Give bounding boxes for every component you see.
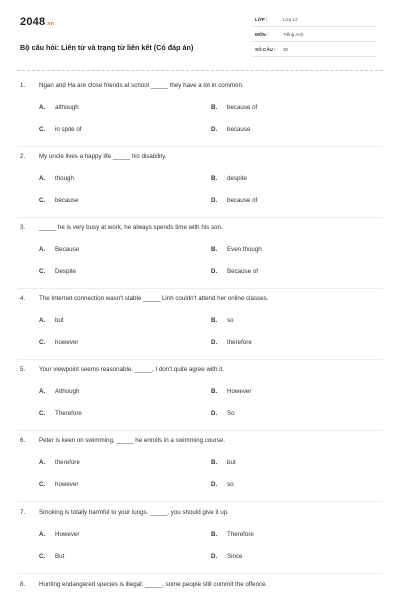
answer-option[interactable] [211,317,234,324]
option-text: However [55,531,80,538]
option-text: Despite [55,268,76,275]
option-text: despite [227,175,247,182]
question-divider [17,501,383,502]
option-text: in spite of [55,126,82,133]
answer-option[interactable] [39,339,78,346]
question-text: Ngan and Ha are close friends at school _____ they have a lot in common. [39,82,244,89]
question-number: 4. [20,295,26,302]
option-letter: D. [211,339,218,346]
question-number: 8. [20,581,26,588]
option-letter: D. [211,410,218,417]
question-item [20,509,380,580]
option-letter: B. [211,531,218,538]
question-number: 5. [20,366,26,373]
option-letter: C. [39,339,46,346]
question-number: 3. [20,224,26,231]
answer-option[interactable] [211,388,251,395]
option-letter: B. [211,388,218,395]
question-text: My uncle lives a happy life _____ his disability. [39,153,167,160]
question-item [20,82,380,153]
meta-value: 30 [283,47,289,52]
option-text: Even though [227,246,262,253]
question-number: 6. [20,437,26,444]
option-text: however [55,339,79,346]
option-letter: B. [211,459,218,466]
option-text: but [55,317,64,324]
question-divider [17,359,383,360]
answer-option[interactable] [39,246,79,253]
option-text: although [55,104,79,111]
logo-suffix: .vn [46,21,55,27]
question-text: Smoking is totally harmful to your lungs. _____, you should give it up. [39,509,229,516]
meta-row-subject [252,29,376,42]
site-logo[interactable] [20,16,54,28]
question-item [20,153,380,224]
meta-row-grade [252,14,376,27]
option-letter: C. [39,126,46,133]
meta-label: LỚP : [255,17,268,22]
option-letter: A. [39,175,46,182]
option-text: But [55,553,65,560]
answer-option[interactable] [211,553,242,560]
answer-option[interactable] [39,197,78,204]
answer-option[interactable] [211,246,262,253]
meta-value: Tiếng Anh [283,32,304,37]
question-text: _____ he is very busy at work, he always spends time with his son. [39,224,223,231]
option-text: because [227,126,251,133]
option-text: because of [227,197,258,204]
answer-option[interactable] [211,339,252,346]
option-letter: D. [211,268,218,275]
answer-option[interactable] [39,410,82,417]
question-divider [17,288,383,289]
option-letter: A. [39,388,46,395]
meta-label: SỐ CÂU : [255,47,276,52]
option-text: Because [55,246,80,253]
option-letter: C. [39,268,46,275]
option-letter: A. [39,459,46,466]
header-divider [17,70,383,71]
option-text: so [227,317,234,324]
question-item [20,581,380,600]
option-letter: A. [39,531,46,538]
option-letter: C. [39,481,46,488]
question-divider [17,217,383,218]
question-item [20,437,380,508]
option-text: Because of [227,268,258,275]
question-text: Hunting endangered species is illegal; _____, some people still commit the offence. [39,581,268,588]
option-text: So [227,410,235,417]
answer-option[interactable] [211,531,254,538]
option-letter: B. [211,246,218,253]
option-letter: A. [39,317,46,324]
question-divider [17,573,383,574]
answer-option[interactable] [211,459,236,466]
question-number: 1. [20,82,26,89]
meta-label: MÔN : [255,32,269,37]
question-item [20,224,380,295]
answer-option[interactable] [39,175,74,182]
option-letter: D. [211,481,218,488]
document-title: Bộ câu hỏi: Liên từ và trạng từ liên kết (Có đáp án) [20,43,194,52]
question-divider [17,430,383,431]
option-letter: C. [39,410,46,417]
answer-option[interactable] [39,459,80,466]
option-letter: C. [39,553,46,560]
question-text: The Internet connection wasn't stable _____ Linh couldn't attend her online classes. [39,295,269,302]
option-letter: C. [39,197,46,204]
question-text: Peter is keen on swimming, _____ he enrolls in a swimming course. [39,437,226,444]
option-letter: A. [39,104,46,111]
answer-option[interactable] [39,388,79,395]
answer-option[interactable] [211,268,258,275]
meta-row-question-count [252,44,376,57]
answer-option[interactable] [211,126,250,133]
option-letter: B. [211,104,218,111]
option-text: therefore [55,459,80,466]
option-letter: D. [211,553,218,560]
answer-option[interactable] [211,104,257,111]
question-number: 7. [20,509,26,516]
option-text: because [55,197,79,204]
answer-option[interactable] [39,531,79,538]
answer-option[interactable] [39,268,76,275]
option-text: Therefore [55,410,82,417]
option-text: so [227,481,234,488]
question-item [20,295,380,366]
option-letter: D. [211,197,218,204]
option-text: because of [227,104,258,111]
option-letter: B. [211,175,218,182]
option-text: Since [227,553,243,560]
logo-text: 2048 [20,16,46,28]
option-text: but [227,459,236,466]
question-item [20,366,380,437]
option-text: however [55,481,79,488]
answer-option[interactable] [39,104,79,111]
option-text: Although [55,388,80,395]
answer-option[interactable] [211,481,234,488]
option-text: therefore [227,339,252,346]
answer-option[interactable] [39,481,78,488]
question-text: Your viewpoint seems reasonable. _____, I don't quite agree with it. [39,366,224,373]
answer-option[interactable] [39,553,64,560]
answer-option[interactable] [211,410,235,417]
meta-value: Lớp 12 [283,17,298,22]
question-number: 2. [20,153,26,160]
answer-option[interactable] [211,197,257,204]
option-text: Therefore [227,531,254,538]
option-text: However [227,388,252,395]
answer-option[interactable] [39,126,81,133]
option-letter: A. [39,246,46,253]
option-letter: D. [211,126,218,133]
answer-option[interactable] [211,175,247,182]
answer-option[interactable] [39,317,64,324]
question-divider [17,146,383,147]
option-letter: B. [211,317,218,324]
option-text: though [55,175,74,182]
